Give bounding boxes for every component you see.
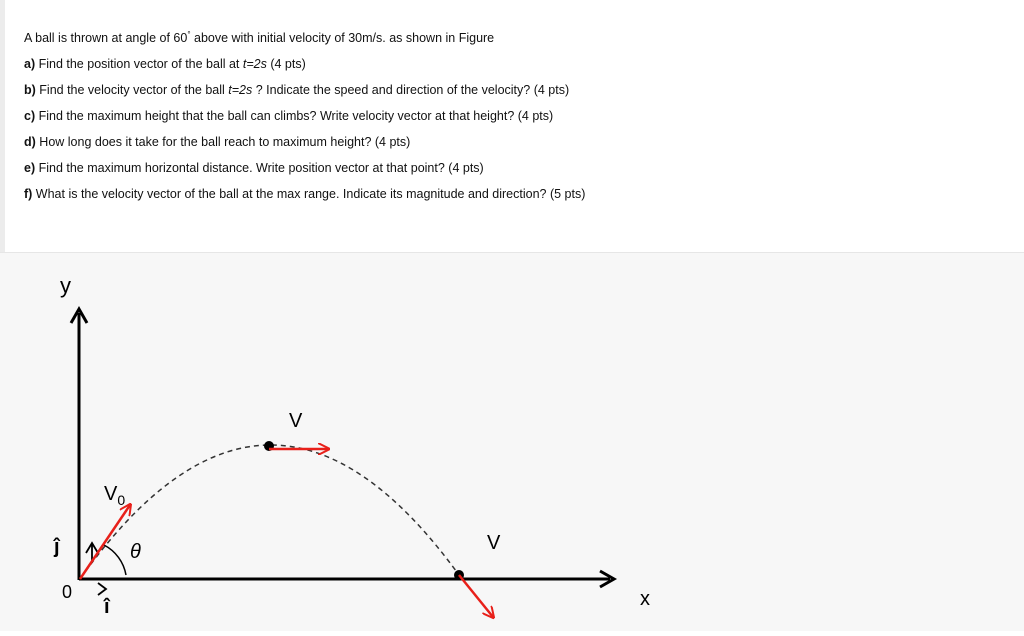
question-label: b) [24, 83, 36, 98]
question-label: d) [24, 135, 36, 150]
x-axis-label: x [640, 588, 650, 610]
landing-velocity-vector [459, 575, 493, 617]
question-time: t=2s [228, 83, 253, 98]
question-b [24, 83, 1004, 97]
question-points: (4 pts) [266, 57, 306, 72]
intro-text: A ball is thrown at angle of 60 [24, 31, 188, 46]
theta-label: θ [130, 541, 141, 563]
question-a [24, 57, 1004, 71]
intro-text-after: above with initial velocity of 30m/s. as shown in Figure [190, 31, 495, 46]
initial-velocity-vector [80, 505, 130, 579]
question-text: Find the maximum height that the ball can climbs? Write velocity vector at that height? (4 pts) [35, 109, 554, 124]
i-hat-label: î [104, 596, 110, 618]
angle-arc [104, 545, 126, 575]
question-d [24, 135, 1004, 149]
question-points: ? Indicate the speed and direction of the velocity? (4 pts) [252, 83, 570, 98]
j-hat-label: ĵ [54, 536, 60, 558]
question-time: t=2s [242, 57, 267, 72]
problem-intro [24, 30, 1004, 45]
left-rule [0, 0, 5, 252]
v0-label: $V_0$ [104, 483, 126, 508]
question-label: e) [24, 161, 36, 176]
question-text: What is the velocity vector of the ball at the max range. Indicate its magnitude and direction? (5 pts) [32, 187, 586, 202]
origin-label: 0 [62, 582, 73, 602]
question-text: How long does it take for the ball reach to maximum height? (4 pts) [35, 135, 411, 150]
y-axis-label: y [60, 273, 71, 298]
question-label: a) [24, 57, 36, 72]
projectile-diagram [0, 253, 1024, 631]
question-c [24, 109, 1004, 123]
question-f [24, 187, 1004, 201]
problem-statement [24, 30, 1004, 213]
question-text: Find the position vector of the ball at [35, 57, 243, 72]
degree-symbol: ° [187, 30, 191, 39]
question-text: Find the velocity vector of the ball [35, 83, 229, 98]
question-label: c) [24, 109, 36, 124]
question-label: f) [24, 187, 33, 202]
question-e [24, 161, 1004, 175]
apex-velocity-label: V [289, 410, 303, 432]
projectile-figure [0, 253, 1024, 631]
landing-velocity-label: V [487, 532, 501, 554]
i-hat-arrow-icon [98, 583, 106, 595]
question-text: Find the maximum horizontal distance. Write position vector at that point? (4 pts) [35, 161, 484, 176]
